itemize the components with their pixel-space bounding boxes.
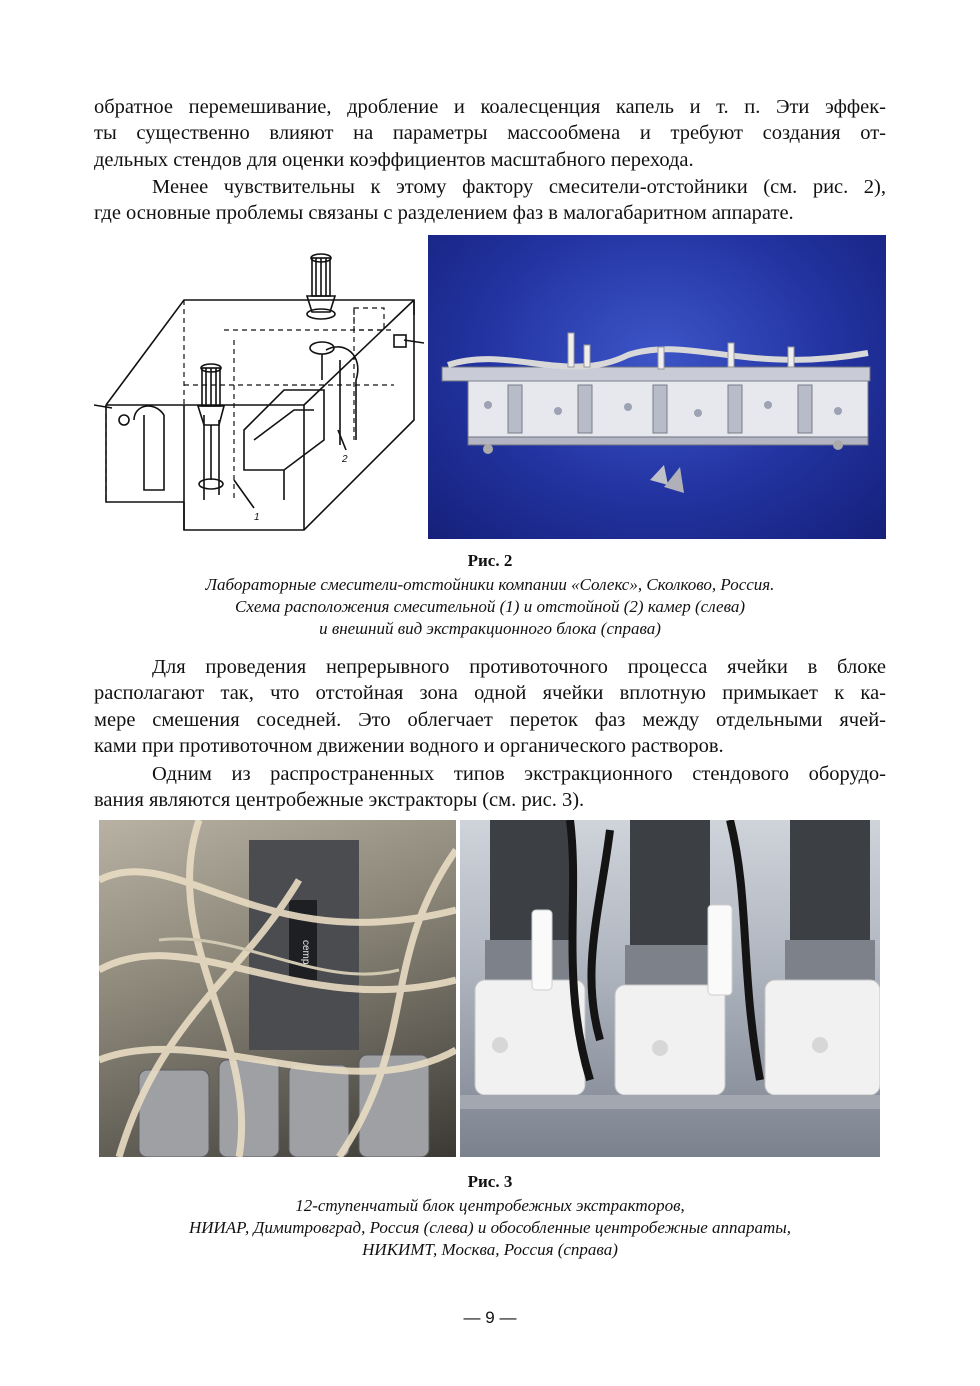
caption-line: Лабораторные смесители-отстойники компании «Солекс», Сколково, Россия.: [205, 575, 775, 594]
text-line: Для проведения непрерывного противоточного процесса ячейки в блоке: [152, 656, 886, 678]
caption-line: Схема расположения смесительной (1) и отстойной (2) камер (слева): [235, 597, 745, 616]
text-line: дельных стендов для оценки коэффициентов масштабного перехода.: [94, 148, 694, 171]
cemp-label: cemp: [300, 940, 311, 965]
text-line: обратное перемешивание, дробление и коалесценция капель и т. п. Эти эффек-: [94, 96, 886, 118]
caption-line: 12-ступенчатый блок центробежных экстракторов,: [295, 1196, 685, 1215]
text-line: мере смешения соседней. Это облегчает переток фаз между отдельными ячей-: [94, 708, 886, 731]
text-line: где основные проблемы связаны с разделением фаз в малогабаритном аппарате.: [94, 202, 794, 225]
label-1: 1: [254, 512, 260, 523]
text-line: ками при противоточном движении водного и органического растворов.: [94, 735, 724, 758]
text-line: располагают так, что отстойная зона одной ячейки вплотную примыкает к ка-: [94, 682, 886, 705]
separate-centrifugal-apparatus-photo: [460, 820, 880, 1157]
text-line: ты существенно влияют на параметры массообмена и требуют создания от-: [94, 122, 886, 145]
extraction-block-photo: [428, 235, 886, 539]
caption-line: НИИАР, Димитровград, Россия (слева) и обособленные центробежные аппараты,: [188, 1218, 792, 1237]
figure3-caption: [0, 1195, 980, 1261]
text-line: Менее чувствительны к этому фактору смесители-отстойники (см. рис. 2),: [152, 176, 886, 198]
page-number: — 9 —: [463, 1308, 517, 1327]
label-2: 2: [342, 454, 348, 465]
mixers-paragraph: [94, 174, 886, 227]
mixer-settler-schematic: [94, 240, 424, 536]
centrifugal-paragraph: [94, 761, 886, 814]
text-line: Одним из распространенных типов экстракционного стендового оборудо-: [152, 763, 886, 785]
centrifugal-block-photo: [99, 820, 456, 1157]
countercurrent-paragraph: [94, 654, 886, 760]
intro-paragraph: [94, 94, 886, 173]
figure2-caption: [0, 574, 980, 640]
figure3-title: Рис. 3: [467, 1172, 513, 1191]
caption-line: и внешний вид экстракционного блока (справа): [319, 619, 661, 638]
caption-line: НИКИМТ, Москва, Россия (справа): [362, 1240, 618, 1259]
text-line: вания являются центробежные экстракторы (см. рис. 3).: [94, 789, 585, 812]
figure2-title: Рис. 2: [467, 551, 513, 570]
